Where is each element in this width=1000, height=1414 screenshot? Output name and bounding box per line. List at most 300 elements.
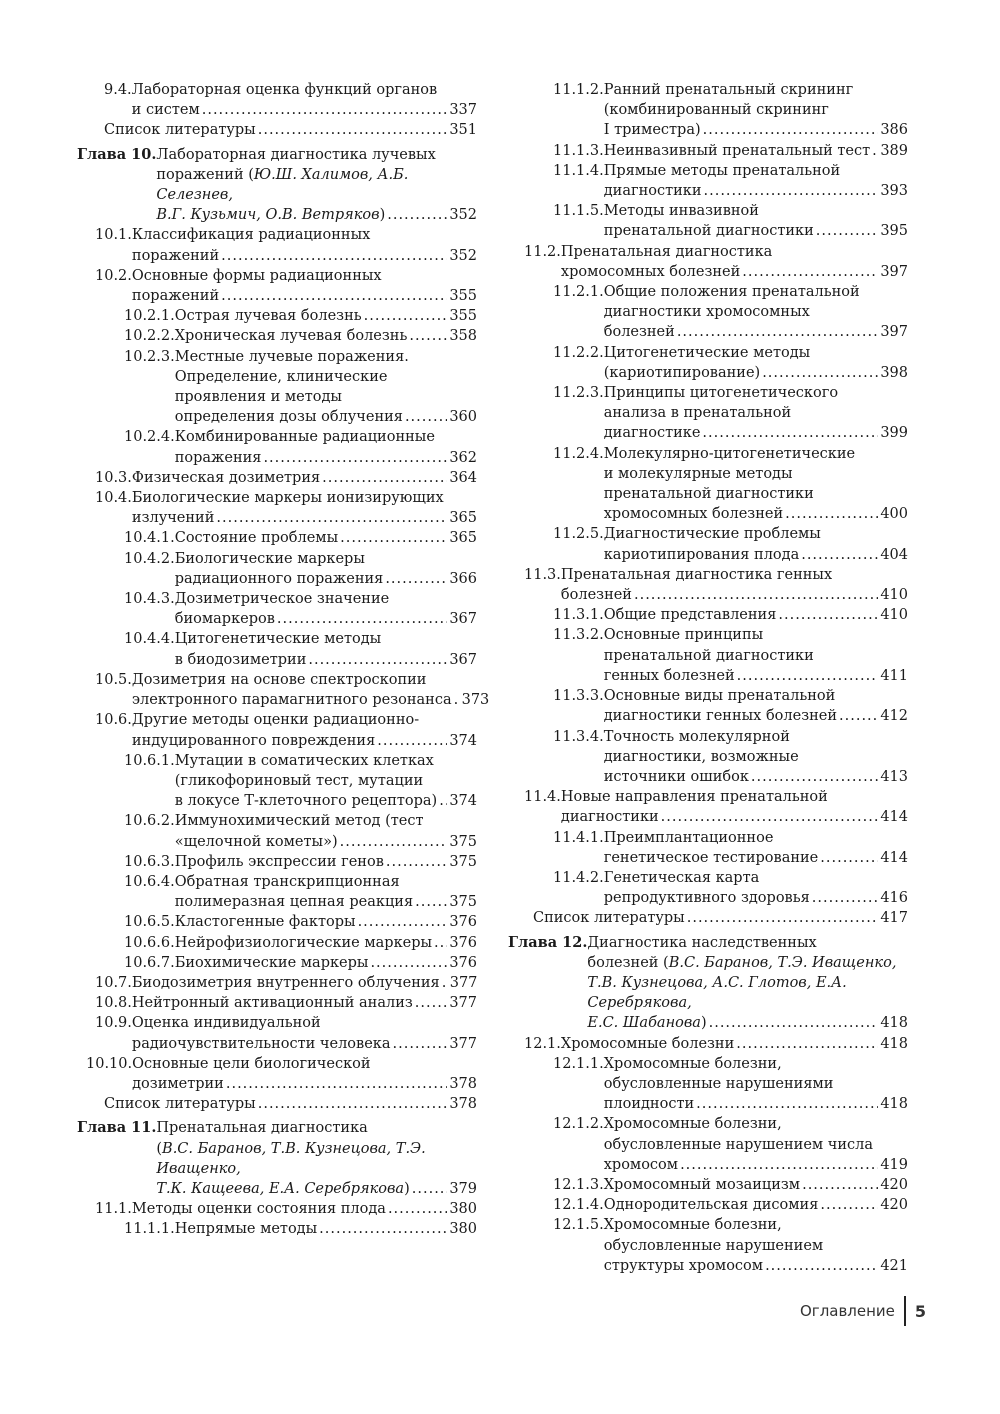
toc-entry-number: 10.6.: [95, 712, 132, 729]
toc-entry[interactable]: [508, 242, 908, 282]
toc-entry-last-line: [175, 791, 477, 811]
toc-page-number: 366: [449, 570, 477, 587]
toc-entry-title: [604, 201, 908, 241]
toc-entry-number: 11.3.2.: [553, 627, 604, 644]
toc-entry[interactable]: [508, 908, 908, 928]
toc-entry-number: 10.6.1.: [124, 752, 175, 769]
toc-entry-number: 10.6.5.: [124, 914, 175, 931]
toc-entry-number: 11.3.: [524, 566, 561, 583]
toc-entry[interactable]: [77, 266, 477, 306]
toc-leader-dots: [801, 545, 878, 565]
toc-page-number: 367: [449, 611, 477, 628]
toc-entry-last-line: [604, 322, 908, 342]
toc-entry-number: 12.1.4.: [553, 1197, 604, 1214]
toc-entry[interactable]: [508, 1215, 908, 1276]
toc-page-number: 360: [449, 409, 477, 426]
toc-leader-dots: [263, 448, 447, 468]
toc-entry[interactable]: [508, 201, 908, 241]
toc-entry-title: [104, 1094, 477, 1114]
toc-entry-line: Профиль экспрессии генов: [174, 853, 384, 870]
toc-page-number: 395: [880, 223, 908, 240]
toc-entry-last-line: [604, 1195, 908, 1215]
toc-entry-title: [175, 912, 477, 932]
toc-entry-line: Классификация радиационных: [131, 227, 371, 244]
toc-page-number: 337: [449, 102, 477, 119]
toc-entry-number: 10.6.2.: [124, 813, 175, 830]
toc-entry-title: [175, 347, 477, 428]
toc-leader-dots: [370, 953, 447, 973]
toc-entry-last-line: [175, 306, 477, 326]
toc-entry-line: Биологические маркеры ионизирующих: [131, 490, 444, 507]
toc-leader-dots: [702, 423, 878, 443]
toc-entry-line: Цитогенетические методы: [603, 344, 811, 361]
toc-entry-title: [604, 161, 908, 201]
toc-entry-line: Местные лучевые поражения.: [174, 348, 409, 365]
toc-page-number: 379: [449, 1180, 477, 1197]
toc-entry[interactable]: [508, 605, 908, 625]
toc-page-number: 420: [880, 1176, 908, 1193]
toc-entry-number: 10.9.: [95, 1015, 132, 1032]
toc-entry[interactable]: [77, 589, 477, 629]
toc-page-number: 389: [880, 142, 908, 159]
toc-entry-number: Глава 12.: [508, 933, 588, 951]
toc-entry[interactable]: [508, 80, 908, 141]
toc-entry-number: 11.1.4.: [553, 162, 604, 179]
toc-leader-dots: [454, 690, 460, 710]
toc-entry[interactable]: [77, 80, 477, 120]
toc-entry[interactable]: [508, 444, 908, 525]
toc-entry-line: структуры хромосом: [603, 1257, 764, 1274]
toc-entry-number: 10.8.: [95, 995, 132, 1012]
toc-page-number: 411: [880, 667, 908, 684]
toc-entry[interactable]: [508, 727, 908, 788]
toc-entry-line: Пренатальная диагностика генных: [560, 566, 833, 583]
toc-entry-line: Острая лучевая болезнь: [174, 308, 362, 325]
toc-entry[interactable]: [77, 225, 477, 265]
toc-entry-line: поражений: [131, 288, 220, 305]
toc-entry-last-line: [175, 892, 477, 912]
toc-entry-last-line: [132, 973, 477, 993]
toc-entry-number: 11.2.4.: [553, 445, 604, 462]
toc-leader-dots: [812, 888, 879, 908]
toc-leader-dots: [634, 585, 878, 605]
toc-leader-dots: [387, 205, 447, 225]
toc-entry-last-line: [175, 912, 477, 932]
toc-entry-last-line: [175, 832, 477, 852]
toc-entry-last-line: [604, 423, 908, 443]
toc-entry[interactable]: [77, 933, 477, 953]
toc-entry-title: [132, 1054, 477, 1094]
toc-entry[interactable]: [77, 1094, 477, 1114]
toc-entry-line: Пренатальная диагностика: [156, 1120, 368, 1137]
toc-entry-line: диагностики генных болезней: [603, 708, 838, 725]
toc-entry-line: в биодозиметрии: [174, 651, 307, 668]
toc-entry-title: [131, 670, 490, 710]
toc-entry-title: [132, 1199, 477, 1219]
toc-entry-line: Прямые методы пренатальной: [603, 162, 841, 179]
toc-entry-last-line: [175, 933, 477, 953]
toc-entry-line: Список литературы: [533, 910, 685, 927]
toc-leader-dots: [704, 181, 879, 201]
toc-entry-number: 12.1.3.: [553, 1176, 604, 1193]
toc-entry[interactable]: [508, 787, 908, 827]
toc-entry-number: 12.1.1.: [553, 1055, 604, 1072]
toc-entry-line: диагностики хромосомных: [603, 304, 810, 321]
toc-entry-line: болезней (В.С. Баранов, Т.Э. Иващенко,: [587, 954, 897, 971]
toc-leader-dots: [412, 1179, 448, 1199]
toc-leader-dots: [785, 504, 878, 524]
toc-leader-dots: [661, 807, 879, 827]
toc-entry-last-line: [604, 848, 908, 868]
toc-entry-line: Состояние проблемы: [174, 530, 339, 547]
toc-entry[interactable]: [77, 1054, 477, 1094]
toc-page-number: 352: [449, 207, 477, 224]
toc-entry-line: Диагностические проблемы: [603, 526, 821, 543]
toc-entry-last-line: [604, 767, 908, 787]
toc-entry[interactable]: [508, 828, 908, 868]
toc-entry[interactable]: [508, 1114, 908, 1175]
toc-leader-dots: [409, 326, 447, 346]
toc-entry[interactable]: [77, 326, 477, 346]
toc-page-number: 377: [449, 1035, 477, 1052]
toc-entry-number: 10.6.7.: [124, 954, 175, 971]
toc-entry-line: Однородительская дисомия: [603, 1197, 819, 1214]
toc-entry-title: [604, 383, 908, 444]
toc-entry-line: Молекулярно-цитогенетические: [603, 445, 856, 462]
toc-entry-number: 10.4.2.: [124, 550, 175, 567]
toc-entry-title: [561, 242, 908, 282]
toc-entry-line: Методы инвазивной: [603, 203, 759, 220]
toc-entry[interactable]: [77, 953, 477, 973]
toc-leader-dots: [258, 120, 448, 140]
toc-entry-number: 11.4.1.: [553, 829, 604, 846]
toc-entry-line: Ранний пренатальный скрининг: [603, 82, 854, 98]
toc-page-number: 375: [449, 894, 477, 911]
toc-entry-title: [561, 787, 908, 827]
toc-entry-number: 10.2.1.: [124, 308, 175, 325]
toc-entry-line: Биодозиметрия внутреннего облучения: [131, 974, 440, 991]
toc-entry-title: [604, 444, 908, 525]
toc-chapter-entry[interactable]: [77, 1118, 477, 1199]
toc-page-number: 412: [880, 708, 908, 725]
toc-leader-dots: [377, 731, 447, 751]
toc-entry-number: 11.1.3.: [553, 142, 604, 159]
toc-leader-dots: [802, 1175, 878, 1195]
toc-right-column: [508, 80, 908, 1276]
toc-page-number: 358: [449, 328, 477, 345]
toc-entry-title: [132, 710, 477, 750]
toc-entry-last-line: [132, 100, 477, 120]
toc-entry-line: электронного парамагнитного резонанса: [131, 692, 452, 709]
toc-entry-line: диагностике: [603, 425, 701, 442]
toc-leader-dots: [340, 832, 448, 852]
toc-page-number: 418: [880, 1015, 908, 1032]
toc-entry-line: излучений: [131, 510, 215, 527]
toc-entry-line: Комбинированные радиационные: [174, 429, 435, 446]
toc-leader-dots: [385, 569, 447, 589]
toc-entry[interactable]: [508, 161, 908, 201]
toc-entry[interactable]: [77, 1219, 477, 1239]
footer-page-number: 5: [914, 1301, 927, 1321]
toc-entry-last-line: [132, 993, 477, 1013]
toc-entry-last-line: [175, 953, 477, 973]
toc-entry-line: (В.С. Баранов, Т.В. Кузнецова, Т.Э. Иващенко,: [156, 1140, 426, 1177]
toc-entry-last-line: [175, 407, 477, 427]
toc-entry[interactable]: [77, 1199, 477, 1219]
toc-entry-title: [175, 549, 477, 589]
toc-entry[interactable]: [508, 282, 908, 343]
toc-entry-last-line: [604, 1256, 908, 1276]
toc-entry-line: Хромосомные болезни,: [603, 1116, 782, 1133]
toc-entry-line: пренатальной диагностики: [603, 223, 814, 240]
toc-entry-line: Основные формы радиационных: [131, 267, 382, 284]
toc-leader-dots: [820, 1195, 878, 1215]
toc-entry-line: анализа в пренатальной: [603, 405, 792, 422]
toc-page-number: 410: [880, 607, 908, 624]
toc-entry-number: 10.4.4.: [124, 631, 175, 648]
toc-entry-title: [175, 852, 477, 872]
toc-entry-number: 11.1.5.: [553, 203, 604, 220]
toc-entry-title: [175, 629, 477, 669]
toc-leader-dots: [709, 1013, 879, 1033]
toc-entry-last-line: [604, 666, 908, 686]
toc-entry-title: [175, 953, 477, 973]
toc-entry[interactable]: [508, 686, 908, 726]
toc-page-number: 365: [449, 510, 477, 527]
toc-entry[interactable]: [508, 383, 908, 444]
toc-entry-line: полимеразная цепная реакция: [174, 894, 414, 911]
toc-page-number: 414: [880, 809, 908, 826]
toc-leader-dots: [778, 605, 878, 625]
toc-page-number: 414: [880, 849, 908, 866]
toc-page-number: 416: [880, 890, 908, 907]
toc-entry[interactable]: [77, 670, 490, 710]
toc-entry-line: кариотипирования плода: [603, 546, 800, 563]
toc-page-number: 417: [880, 910, 908, 927]
toc-entry[interactable]: [508, 868, 908, 908]
toc-page-number: 413: [880, 768, 908, 785]
footer-divider: [904, 1296, 906, 1326]
toc-entry-number: 11.2.: [524, 243, 561, 260]
toc-page-number: 400: [880, 506, 908, 523]
toc-entry-line: Основные принципы: [603, 627, 764, 644]
toc-leader-dots: [415, 993, 448, 1013]
toc-leader-dots: [415, 892, 447, 912]
toc-entry-title: [132, 80, 477, 120]
toc-entry-line: Пренатальная диагностика: [560, 243, 773, 260]
toc-page-number: 355: [449, 288, 477, 305]
toc-chapter-entry[interactable]: [508, 933, 908, 1034]
toc-page-number: 419: [880, 1156, 908, 1173]
toc-entry-last-line: [156, 1179, 477, 1199]
toc-entry-line: Новые направления пренатальной: [560, 789, 828, 806]
toc-entry-title: [132, 468, 477, 488]
toc-entry[interactable]: [77, 120, 477, 140]
toc-entry-title: [132, 993, 477, 1013]
toc-entry-number: 11.2.3.: [553, 385, 604, 402]
toc-entry[interactable]: [508, 524, 908, 564]
toc-entry[interactable]: [77, 1013, 477, 1053]
toc-entry-title: [175, 751, 477, 812]
toc-entry-line: обусловленные нарушениями: [603, 1075, 834, 1092]
toc-entry[interactable]: [508, 565, 908, 605]
toc-entry-number: 11.4.2.: [553, 869, 604, 886]
toc-page-number: 404: [880, 546, 908, 563]
toc-entry[interactable]: [77, 993, 477, 1013]
toc-entry-line: Неинвазивный пренатальный тест: [603, 142, 871, 159]
toc-entry-number: 11.1.1.: [124, 1221, 175, 1238]
toc-chapter-entry[interactable]: [77, 145, 477, 226]
toc-entry-title: [156, 145, 477, 226]
toc-entry[interactable]: [77, 549, 477, 589]
toc-entry[interactable]: [77, 528, 477, 548]
toc-entry-title: [604, 727, 908, 788]
toc-entry-last-line: [132, 468, 477, 488]
toc-entry-line: Список литературы: [104, 1096, 256, 1113]
toc-entry-last-line: [561, 262, 908, 282]
toc-page-number: 398: [880, 364, 908, 381]
toc-entry[interactable]: [508, 343, 908, 383]
toc-leader-dots: [677, 322, 879, 342]
toc-entry[interactable]: [77, 710, 477, 750]
toc-entry-title: [604, 80, 908, 141]
toc-leader-dots: [216, 508, 447, 528]
toc-entry[interactable]: [77, 811, 477, 851]
toc-entry-last-line: [132, 508, 477, 528]
toc-leader-dots: [762, 363, 878, 383]
toc-entry[interactable]: [77, 468, 477, 488]
toc-entry-last-line: [132, 1199, 477, 1219]
toc-page-number: 386: [880, 122, 908, 139]
toc-leader-dots: [872, 141, 878, 161]
toc-leader-dots: [308, 650, 447, 670]
toc-leader-dots: [202, 100, 448, 120]
toc-entry-number: 11.2.1.: [553, 284, 604, 301]
toc-entry-number: 11.4.: [524, 789, 561, 806]
toc-entry[interactable]: [508, 1195, 908, 1215]
toc-entry-last-line: [175, 1219, 477, 1239]
toc-entry-line: плоидности: [603, 1096, 695, 1113]
toc-entry[interactable]: [77, 973, 477, 993]
toc-entry-title: [604, 1215, 908, 1276]
toc-entry-number: 11.2.5.: [553, 526, 604, 543]
toc-entry-line: Оценка индивидуальной: [131, 1015, 321, 1032]
toc-entry-line: хромосомных болезней: [603, 506, 784, 523]
toc-entry[interactable]: [508, 141, 908, 161]
toc-entry-title: [604, 605, 908, 625]
toc-entry[interactable]: [508, 1034, 908, 1054]
toc-entry-line: Мутации в соматических клетках: [174, 752, 434, 769]
toc-leader-dots: [277, 609, 447, 629]
toc-page-number: 397: [880, 263, 908, 280]
toc-entry-last-line: [561, 1034, 908, 1054]
toc-entry-number: 12.1.5.: [553, 1217, 604, 1234]
toc-page-number: 362: [449, 449, 477, 466]
toc-entry-title: [104, 120, 477, 140]
toc-page-number: 380: [449, 1221, 477, 1238]
toc-entry-title: [132, 225, 477, 265]
toc-entry-last-line: [604, 1094, 908, 1114]
toc-entry[interactable]: [77, 488, 477, 528]
toc-entry-line: Хроническая лучевая болезнь: [174, 328, 408, 345]
toc-entry-last-line: [604, 181, 908, 201]
toc-entry-line: Хромосомные болезни,: [603, 1217, 782, 1234]
toc-left-column: [77, 80, 490, 1240]
toc-page-number: 397: [880, 324, 908, 341]
toc-entry-line: Точность молекулярной: [603, 728, 790, 745]
toc-entry-title: [175, 427, 477, 467]
toc-entry-line: и молекулярные методы: [603, 465, 793, 482]
toc-leader-dots: [839, 706, 878, 726]
toc-entry[interactable]: [77, 347, 477, 428]
toc-entry-title: [604, 524, 908, 564]
toc-entry-title: [132, 488, 477, 528]
toc-entry-line: определения дозы облучения: [174, 409, 403, 426]
toc-entry-line: поражений (Ю.Ш. Халимов, А.Б. Селезнев,: [156, 166, 409, 204]
toc-entry[interactable]: [77, 852, 477, 872]
toc-entry[interactable]: [77, 872, 477, 912]
toc-entry-title: [604, 828, 908, 868]
toc-entry-number: 11.3.3.: [553, 688, 604, 705]
toc-entry-line: Генетическая карта: [603, 869, 760, 886]
toc-entry-number: 10.4.3.: [124, 591, 175, 608]
toc-page-number: 352: [449, 247, 477, 264]
footer-section-label: Оглавление: [800, 1302, 895, 1320]
toc-entry[interactable]: [77, 629, 477, 669]
toc-entry-line: (кариотипирование): [603, 364, 761, 381]
toc-page-number: 376: [449, 914, 477, 931]
toc-entry-line: Нейрофизиологические маркеры: [174, 934, 433, 951]
toc-page-number: 378: [449, 1075, 477, 1092]
toc-entry-title: [175, 872, 477, 912]
toc-entry-title: [132, 266, 477, 306]
toc-entry[interactable]: [77, 427, 477, 467]
toc-entry-line: (комбинированный скрининг: [603, 102, 829, 119]
toc-entry[interactable]: [508, 625, 908, 686]
toc-entry-title: [604, 868, 908, 908]
toc-entry-line: Дозиметрия на основе спектроскопии: [131, 671, 427, 688]
toc-leader-dots: [358, 912, 448, 932]
toc-entry-last-line: [131, 690, 490, 710]
toc-entry-line: Список литературы: [104, 122, 256, 139]
toc-entry-number: Глава 11.: [77, 1119, 157, 1137]
toc-leader-dots: [405, 407, 447, 427]
toc-leader-dots: [687, 908, 879, 928]
toc-entry[interactable]: [508, 1175, 908, 1195]
toc-entry-line: поражений: [131, 247, 220, 264]
toc-leader-dots: [703, 120, 879, 140]
toc-entry[interactable]: [77, 306, 477, 326]
toc-entry-line: диагностики, возможные: [603, 748, 799, 765]
toc-entry-line: Хромосомные болезни: [560, 1035, 735, 1052]
toc-entry[interactable]: [77, 751, 477, 812]
toc-entry-line: индуцированного повреждения: [131, 732, 376, 749]
toc-entry-number: 10.5.: [95, 671, 132, 688]
toc-entry-line: Хромосомные болезни,: [603, 1055, 782, 1072]
toc-entry-last-line: [533, 908, 908, 928]
toc-entry-last-line: [175, 326, 477, 346]
toc-entry-line: Принципы цитогенетического: [603, 385, 839, 402]
toc-entry-last-line: [132, 1034, 477, 1054]
toc-entry[interactable]: [508, 1054, 908, 1115]
toc-entry-line: Биохимические маркеры: [174, 954, 369, 971]
toc-entry-number: 10.6.6.: [124, 934, 175, 951]
toc-entry[interactable]: [77, 912, 477, 932]
toc-entry-line: болезней: [560, 587, 632, 604]
toc-entry-last-line: [175, 528, 477, 548]
toc-entry-line: обусловленные нарушением: [603, 1237, 824, 1254]
page-footer: [800, 1296, 926, 1326]
